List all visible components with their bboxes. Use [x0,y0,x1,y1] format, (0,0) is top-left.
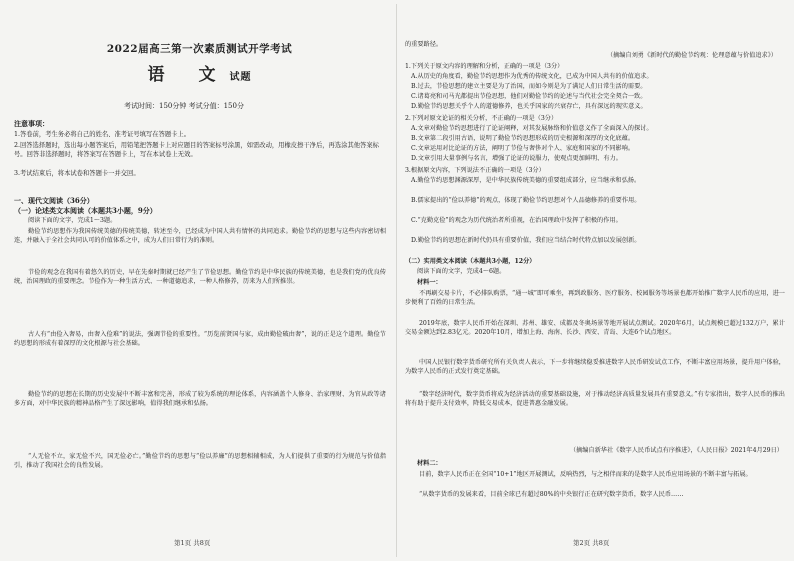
question-2: 2.下列对原文论证的相关分析，不正确的一项是（3分） [405,115,558,122]
instruction: 阅读下面的文字，完成4～6题。 [417,268,506,275]
exam-title: 2022届高三第一次素质测试开学考试 [106,43,293,55]
carryover-text: 的重要路径。 [405,41,443,48]
option: B.儒家提出的“俭以养德”的观点，体现了勤俭节约思想对个人品德修养的重要作用。 [411,197,641,204]
material-paragraph: 目前，数字人民币正在全国“10+1”地区开展测试，反响热烈，与之相伴而来的是数字人民币应用场景的不断丰富与拓展。 [419,471,752,478]
question-1: 1.下列关于原文内容的理解和分析，正确的一项是（3分） [405,63,564,70]
section-heading: 一、现代文阅读（36分） [14,196,94,205]
page-footer: 第1页 共8页 [174,539,211,547]
note-item: 3.考试结束后，将本试卷和答题卡一并交回。 [14,170,140,177]
subsection-heading: （一）论述类文本阅读（本题共3小题，9分） [14,206,157,215]
article-paragraph: 节俭的观念在我国有着悠久的历史，早在先秦时期就已经产生了节俭思想。勤俭节约是中华民族的传统美德，也是我们党的优良传统，治国理政的重要理念。节俭作为一种生活方式、一种道德追求，一种人格修养，历来为人们所推崇。 [14,269,386,286]
left-page [6,0,393,561]
option: A.勤俭节约思想渊源深厚，是中华民族传统美德的重要组成部分，应当继承和弘扬。 [411,177,641,184]
note-item: 1.答卷前，考生务必将自己的姓名、准考证号填写在答题卡上。 [14,131,191,138]
question-3: 3.根据原文内容，下列说法不正确的一项是（3分） [405,167,545,174]
option: C.文章运用对比论证的方法，阐明了节俭与奢侈对个人、家庭和国家的不同影响。 [411,145,635,152]
note-item: 2.回答选择题时，选出每小题答案后，用铅笔把答题卡上对应题目的答案标号涂黑，如需改动，用橡皮擦干净后，再选涂其他答案标号。回答非选择题时，将答案写在答题卡上，写在本试卷上无效。 [14,142,379,158]
material-paragraph: 不再刷交易卡片，不必排队购票，“通一城”即可乘坐，再到政服务、医疗服务、校园服务等场景也都开始推广数字人民币的应用，进一步便利了百姓的日常生活。 [405,290,785,307]
material-heading: 材料一： [417,279,442,286]
option: A.文章对勤俭节约思想进行了论证阐释，对其发展脉络和价值意义作了全面深入的探讨。 [411,125,653,132]
option: D.勤俭节约的思想在新时代仍具有重要价值，我们应当结合时代特点加以发展创新。 [411,237,641,244]
subject-name: 语 文 [147,65,230,85]
article-paragraph: 勤俭节约的思想在长期的历史发展中不断丰富和完善，形成了较为系统的理论体系，内容涵盖个人修身、治家理财、为官从政等诸多方面，对中华民族的精神品格产生了深远影响，值得我们继承和弘扬。 [14,391,386,408]
section-heading: （二）实用类文本阅读（本题共3小题，12分） [405,258,536,265]
notes-heading: 注意事项： [14,119,49,128]
subject-title [6,60,393,85]
instruction: 阅读下面的文字，完成1～3题。 [28,217,117,224]
option: C.诸葛亮和司马光都提出节俭思想，他们对勤俭节约的论述与当代社会完全契合一致。 [411,93,647,100]
page-footer: 第2页 共8页 [573,539,610,547]
option: B.过去，节俭思想的建立主要是为了治国，而如今则是为了满足人们日常生活的需要。 [411,83,647,90]
option: C.“克勤克俭”的观念为历代统治者所重视，在治国理政中发挥了积极的作用。 [411,217,622,224]
option: B.文章第二段引用古语，说明了勤俭节约思想形成的历史根源和深厚的文化底蕴。 [411,135,635,142]
material-paragraph: “从数字货币的发展来看，目前全球已有超过80%的中央银行正在研究数字货币，数字人民币…… [419,491,684,498]
option: A.从历史的角度看，勤俭节约思想作为优秀的传统文化，已成为中国人共有的价值追求。 [411,73,653,80]
right-page [401,0,788,561]
page-divider [396,4,397,557]
material-paragraph: 中国人民银行数字货币研究所有关负责人表示，下一步将继续稳妥推进数字人民币研发试点工作，不断丰富应用场景，提升用户体验，为数字人民币的正式发行奠定基础。 [405,359,785,376]
article-paragraph: “人无俭不立，家无俭不兴，国无俭必亡。”勤俭节约的思想与“俭以养廉”的思想相辅相成，为人们提供了重要的行为规范与价值指引，推动了我国社会的良性发展。 [14,453,386,470]
subject-suffix: 试题 [229,72,252,83]
material-heading: 材料二： [417,460,442,467]
article-paragraph: 古人有“由俭入奢易，由奢入俭难”的说法，强调节俭的重要性。“历览前贤国与家，成由勤俭破由奢”，说的正是这个道理。勤俭节约思想的形成有着深厚的文化根源与社会基础。 [14,331,386,348]
material-paragraph: “数字经济时代，数字货币将成为经济活动的重要基础设施，对于推动经济高质量发展具有重要意义。”有专家指出，数字人民币的推出将有助于提升支付效率，降低交易成本，促进普惠金融发展。 [405,391,785,408]
attribution: （摘编自刘勇《新时代的勤俭节约观：伦理意蕴与价值追求》） [606,52,777,59]
option: D.文章引用大量事例与名言，增强了论证的说服力，使观点更加鲜明、有力。 [411,155,622,162]
option: D.勤俭节约思想关乎个人的道德修养，也关乎国家的兴衰存亡，具有深远的现实意义。 [411,103,647,110]
article-paragraph: 勤俭节约思想作为我国传统美德的传统美德，转述至今，已经成为中国人共有情怀的共同追求。勤俭节约的思想与这些内容密切相连，并融入于全社会共同认可的价值体系之中，成为人们日常行为的准则。 [14,228,386,245]
material-paragraph: 2019年底，数字人民币开始在深圳、苏州、雄安、成都及冬奥场景等地开展试点测试。2020年6月，试点规模已超过132万户，累计交易金额达到2.83亿元。2020年10月，增加上海、海南、长沙、西安、青岛、大连6个试点地区。 [405,320,785,337]
material-source: （摘编自新华社《数字人民币试点有序推进》，《人民日报》2021年4月29日） [569,447,783,454]
exam-meta: 考试时间：150分钟 考试分值：150分 [124,102,244,110]
